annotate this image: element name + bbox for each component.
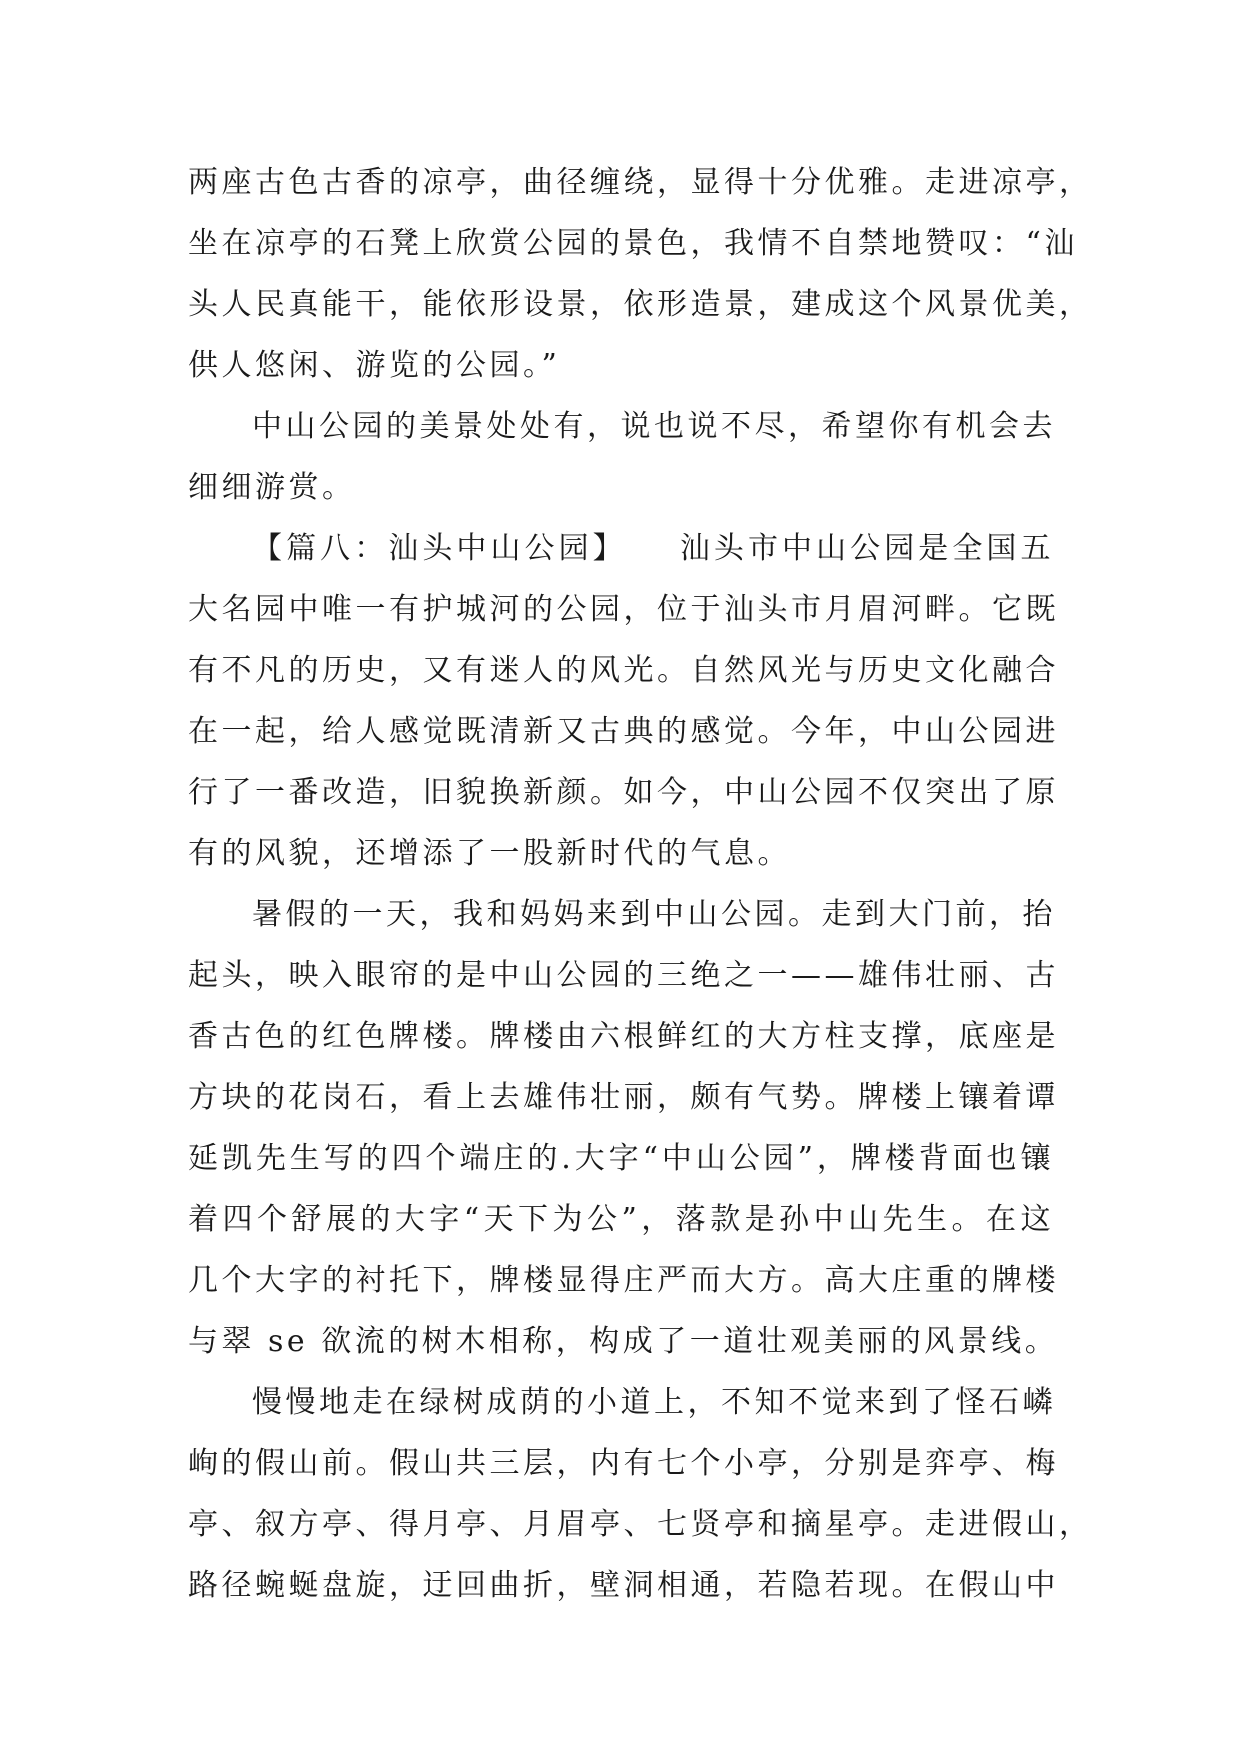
- section-heading-line: 【篇八：汕头中山公园】 汕头市中山公园是全国五: [252, 531, 1054, 566]
- text-line: 细细游赏。: [188, 470, 356, 505]
- text-line: 着四个舒展的大字“天下为公”，落款是孙中山先生。在这: [188, 1202, 1054, 1237]
- text-line: 头人民真能干，能依形设景，依形造景，建成这个风景优美，: [188, 287, 1093, 322]
- text-line: 路径蜿蜒盘旋，迂回曲折，壁洞相通，若隐若现。在假山中: [188, 1568, 1059, 1603]
- text-line: 坐在凉亭的石凳上欣赏公园的景色，我情不自禁地赞叹：“汕: [188, 226, 1078, 261]
- text-line: 供人悠闲、游览的公园。”: [188, 348, 561, 383]
- text-line: 与翠 se 欲流的树木相称，构成了一道壮观美丽的风景线。: [188, 1324, 1059, 1359]
- text-line: 几个大字的衬托下，牌楼显得庄严而大方。高大庄重的牌楼: [188, 1263, 1059, 1298]
- paragraph-first-line: 暑假的一天，我和妈妈来到中山公园。走到大门前，抬: [252, 897, 1056, 932]
- text-line: 峋的假山前。假山共三层，内有七个小亭，分别是弈亭、梅: [188, 1446, 1059, 1481]
- text-line: 延凯先生写的四个端庄的.大字“中山公园”，牌楼背面也镶: [188, 1141, 1054, 1176]
- text-line: 起头，映入眼帘的是中山公园的三绝之一——雄伟壮丽、古: [188, 958, 1059, 993]
- text-line: 有的风貌，还增添了一股新时代的气息。: [188, 836, 791, 871]
- text-line: 在一起，给人感觉既清新又古典的感觉。今年，中山公园进: [188, 714, 1059, 749]
- paragraph-first-line: 中山公园的美景处处有，说也说不尽，希望你有机会去: [252, 409, 1056, 444]
- document-body: [188, 152, 1093, 1616]
- text-line: 大名园中唯一有护城河的公园，位于汕头市月眉河畔。它既: [188, 592, 1059, 627]
- text-line: 有不凡的历史，又有迷人的风光。自然风光与历史文化融合: [188, 653, 1059, 688]
- text-line: 香古色的红色牌楼。牌楼由六根鲜红的大方柱支撑，底座是: [188, 1019, 1059, 1054]
- text-line: 方块的花岗石，看上去雄伟壮丽，颇有气势。牌楼上镶着谭: [188, 1080, 1059, 1115]
- text-line: 两座古色古香的凉亭，曲径缠绕，显得十分优雅。走进凉亭，: [188, 165, 1093, 200]
- text-line: 亭、叙方亭、得月亭、月眉亭、七贤亭和摘星亭。走进假山，: [188, 1507, 1093, 1542]
- text-line: 行了一番改造，旧貌换新颜。如今，中山公园不仅突出了原: [188, 775, 1059, 810]
- paragraph-first-line: 慢慢地走在绿树成荫的小道上，不知不觉来到了怪石嶙: [252, 1385, 1056, 1420]
